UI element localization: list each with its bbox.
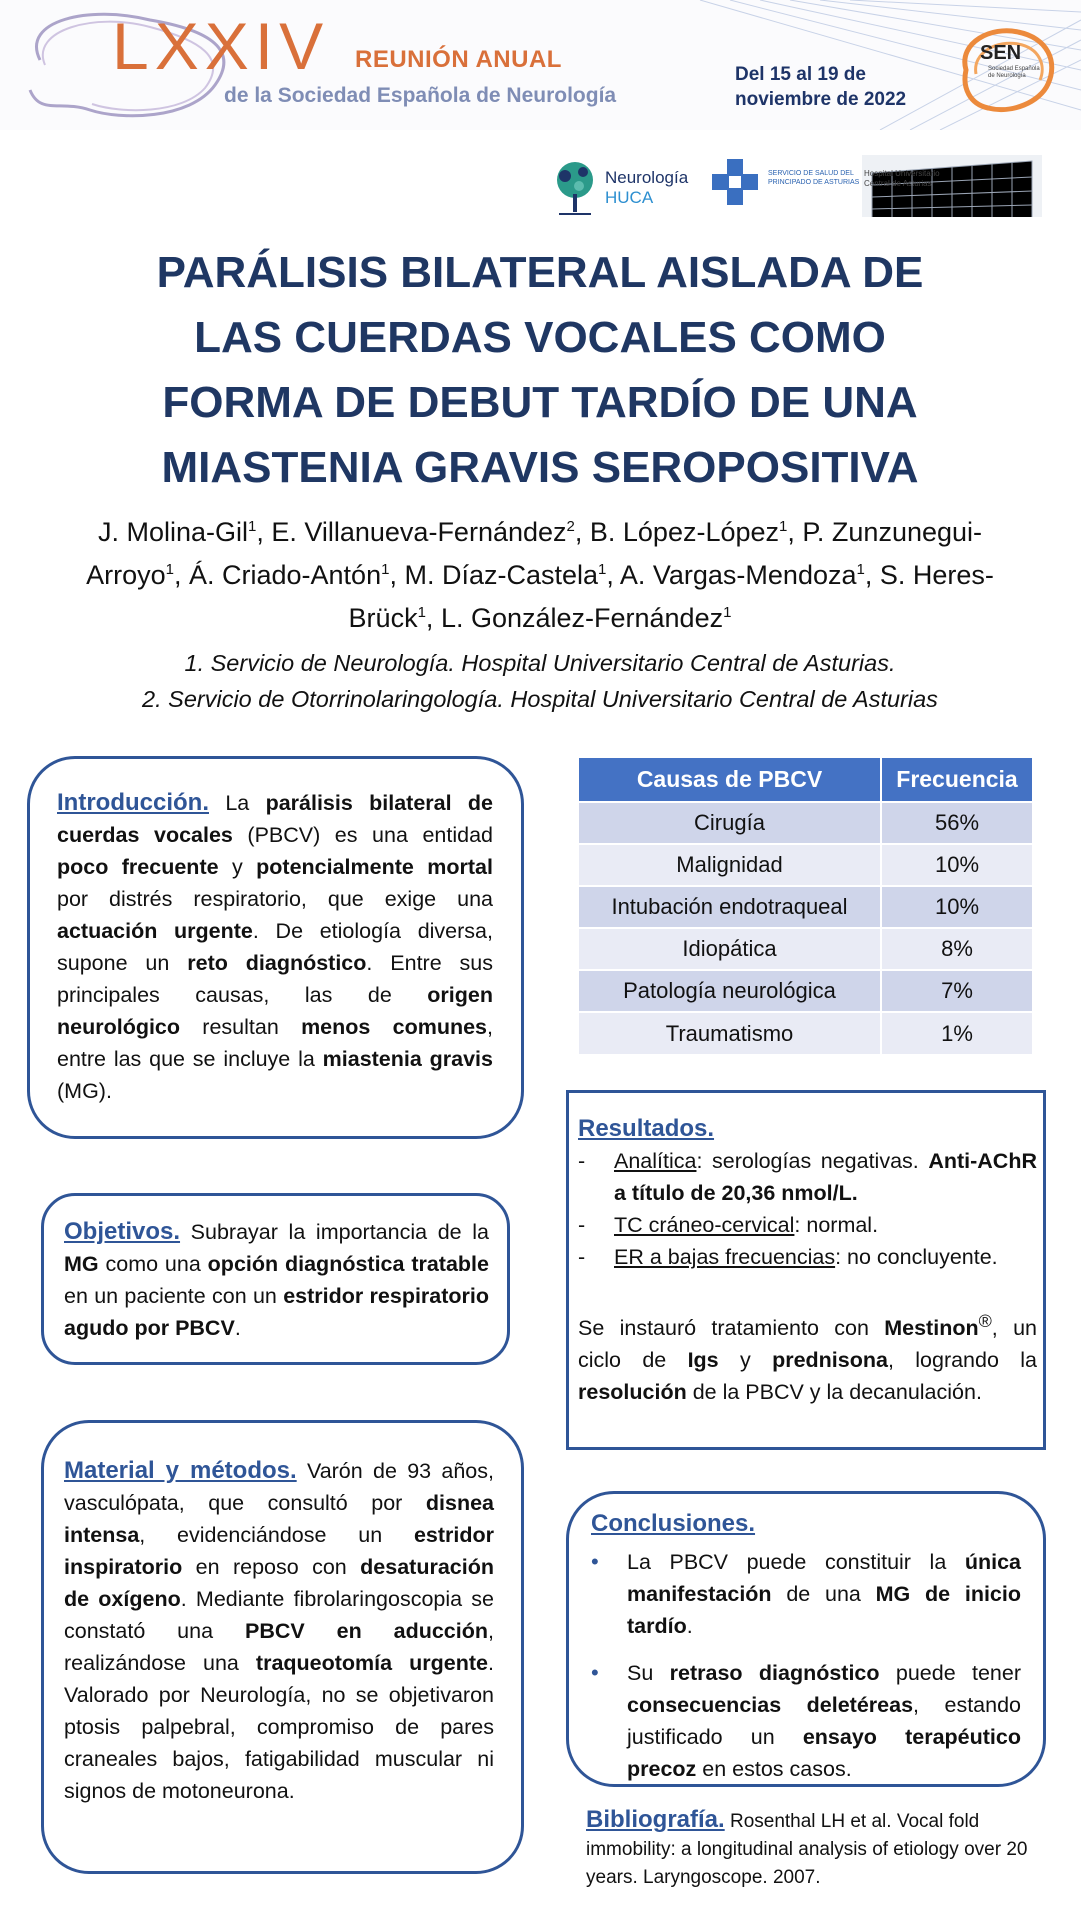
table-row: [579, 928, 1032, 970]
bibliografia-text: Rosenthal LH et al. Vocal fold immobility: a longitudinal analysis of etiology over 20 years. Laryngoscope. 2007.: [586, 1811, 1028, 1888]
conclusiones-list: [591, 1546, 1021, 1785]
society-name: de la Sociedad Española de Neurología: [224, 84, 617, 107]
frequency-cell: 10%: [881, 844, 1032, 886]
text-run: . Entre sus principales causas, las de: [57, 951, 494, 1007]
bold-run: Anti-AChR a título de 20,36 nmol/L.: [614, 1149, 1037, 1205]
text-run: en reposo con: [182, 1555, 361, 1579]
text-run: Varón de 93 años, vasculópata, que consultó por: [64, 1459, 494, 1515]
frequency-cell: 8%: [881, 928, 1032, 970]
text-run: , estando justificado un: [627, 1693, 1021, 1749]
bold-run: parálisis bilateral de cuerdas vocales: [57, 791, 493, 847]
text-run: como una: [98, 1252, 208, 1276]
cause-cell: Cirugía: [579, 802, 881, 844]
resultados-paragraph: [578, 1305, 1037, 1408]
bullet-marker: •: [591, 1549, 599, 1574]
text-run: , evidenciándose un: [139, 1523, 414, 1547]
author-list: J. Molina-Gil$^1$, E. Villanueva-Fernández$^2$, B. López-López$^1$, P. Zunzunegui-Arroyo$^1$, Á. Criado-Antón$^1$, M. Díaz-Castela$^1$, A. Vargas-Mendoza$^1$, S. Heres-Brück$^1$, L. González-Fernández$^1$: [86, 517, 994, 633]
table-row: [579, 802, 1032, 844]
frequency-cell: 7%: [881, 970, 1032, 1012]
material-metodos-text: [64, 1455, 494, 1807]
roman-numeral: LXXIV: [112, 9, 330, 83]
bold-run: potencialmente mortal: [256, 855, 493, 879]
bold-run: PBCV en aducción: [244, 1619, 489, 1643]
list-item: [578, 1145, 1037, 1209]
author-name: B. López-López: [589, 517, 780, 547]
author-name: J. Molina-Gil: [97, 517, 248, 547]
author-affiliation: 1: [381, 561, 390, 578]
text-run: y: [718, 1348, 773, 1373]
bold-run: única manifestación: [627, 1550, 1021, 1606]
event-name: REUNIÓN ANUAL: [355, 46, 562, 73]
cause-cell: Malignidad: [579, 844, 881, 886]
text-run: puede tener: [879, 1661, 1021, 1685]
text-run: : normal.: [794, 1213, 879, 1237]
health-cross-icon: [712, 159, 758, 205]
bold-run: consecuencias deletéreas: [627, 1693, 914, 1717]
resultados-box: [566, 1090, 1046, 1450]
text-run: .: [686, 1614, 693, 1638]
author-affiliation: 1: [856, 561, 865, 578]
text-run: La PBCV puede constituir la: [627, 1550, 965, 1574]
hospital-logo: [712, 155, 1042, 217]
author-name: E. Villanueva-Fernández: [271, 517, 567, 547]
column-header: Causas de PBCV: [579, 758, 881, 802]
bold-run: MG: [64, 1252, 99, 1276]
bold-run: ensayo terapéutico precoz: [627, 1725, 1021, 1781]
text-run: .: [234, 1316, 241, 1340]
poster-title: [90, 240, 990, 500]
table-row: [579, 1012, 1032, 1054]
huca-logo-line1: Neurología: [605, 168, 689, 187]
author-name: S. Heres-Brück: [348, 560, 994, 633]
bold-run: resolución: [578, 1380, 687, 1405]
text-run: en un paciente con un: [64, 1284, 284, 1308]
material-metodos-heading: Material y métodos.: [64, 1457, 297, 1484]
text-run: , logrando la: [887, 1348, 1037, 1373]
conclusiones-text: [591, 1508, 1021, 1785]
text-run: , un ciclo de: [578, 1316, 1037, 1373]
title-line: MIASTENIA GRAVIS SEROPOSITIVA: [161, 443, 919, 492]
dates-line1: Del 15 al 19 de: [735, 64, 866, 85]
author-name: M. Díaz-Castela: [404, 560, 599, 590]
bold-run: actuación urgente: [57, 919, 253, 943]
text-run: resultan: [180, 1015, 302, 1039]
material-metodos-box: [41, 1420, 524, 1874]
causes-table: [579, 758, 1032, 1054]
bold-run: menos comunes: [301, 1015, 488, 1039]
bold-run: opción diagnóstica tratable: [207, 1252, 489, 1276]
conclusiones-box: [566, 1491, 1046, 1787]
text-run: (MG).: [57, 1079, 112, 1103]
author-affiliation: 1: [598, 561, 607, 578]
dates-line2: noviembre de 2022: [735, 89, 907, 110]
title-line: PARÁLISIS BILATERAL AISLADA DE: [156, 248, 924, 297]
bibliografia-heading: Bibliografía.: [586, 1806, 725, 1833]
cause-cell: Intubación endotraqueal: [579, 886, 881, 928]
text-run: Su: [627, 1661, 670, 1685]
text-run: en estos casos.: [696, 1757, 852, 1781]
list-item: [591, 1546, 1021, 1642]
bold-run: traqueotomía urgente: [255, 1651, 489, 1675]
table-header-row: [579, 758, 1032, 802]
author-name: P. Zunzunegui-Arroyo: [86, 517, 983, 590]
introduccion-box: [27, 756, 524, 1139]
text-run: : serologías negativas.: [696, 1149, 929, 1173]
huca-logo-line2: HUCA: [605, 188, 654, 207]
neurologia-huca-logo: [545, 158, 689, 218]
bold-run: Igs: [687, 1348, 719, 1373]
registered-mark: ®: [978, 1311, 992, 1331]
text-run: : no concluyente.: [835, 1245, 998, 1269]
introduccion-text: [57, 787, 493, 1107]
tree-icon: [545, 158, 605, 218]
text-run: La: [209, 791, 266, 815]
objetivos-box: [41, 1193, 510, 1365]
text-run: de la PBCV y la decanulación.: [686, 1380, 982, 1405]
text-run: y: [218, 855, 257, 879]
bold-run: MG de inicio tardío: [627, 1582, 1021, 1638]
author-name: Á. Criado-Antón: [188, 560, 382, 590]
bold-run: disnea intensa: [64, 1491, 494, 1547]
affiliation-item: 1. Servicio de Neurología. Hospital Universitario Central de Asturias.: [184, 650, 896, 676]
frequency-cell: 1%: [881, 1012, 1032, 1054]
bullet-marker: •: [591, 1660, 599, 1685]
text-run: Se instauró tratamiento con: [578, 1316, 885, 1341]
frequency-cell: 10%: [881, 886, 1032, 928]
text-run: , entre las que se incluye la: [57, 1015, 493, 1071]
bold-run: origen neurológico: [57, 983, 493, 1039]
table-row: [579, 886, 1032, 928]
table-row: [579, 844, 1032, 886]
author-affiliation: 1: [247, 518, 257, 535]
health-service-name: SERVICIO DE SALUD DEL PRINCIPADO DE ASTURIAS: [768, 170, 860, 186]
table-row: [579, 970, 1032, 1012]
affiliation-item: 2. Servicio de Otorrinolaringología. Hospital Universitario Central de Asturias: [142, 686, 938, 712]
title-line: LAS CUERDAS VOCALES COMO: [194, 313, 886, 362]
text-run: , realizándose una: [64, 1619, 494, 1675]
title-line: FORMA DE DEBUT TARDÍO DE UNA: [162, 378, 918, 427]
dash-marker: -: [578, 1245, 586, 1269]
column-header: Frecuencia: [881, 758, 1032, 802]
cause-cell: Patología neurológica: [579, 970, 881, 1012]
dash-marker: -: [578, 1213, 586, 1237]
frequency-cell: 56%: [881, 802, 1032, 844]
author-affiliation: 1: [417, 604, 426, 621]
bold-run: retraso diagnóstico: [669, 1661, 880, 1685]
introduccion-heading: Introducción.: [57, 789, 209, 816]
list-item: [591, 1657, 1021, 1785]
sen-logo-text: SEN: [980, 42, 1022, 64]
resultados-text: [578, 1113, 1037, 1408]
bibliografia: [586, 1806, 1048, 1892]
objetivos-heading: Objetivos.: [64, 1218, 181, 1245]
objetivos-text: [64, 1216, 489, 1344]
sen-logo-subtitle: Sociedad Española de Neurología: [988, 66, 1040, 79]
author-affiliation: 1: [165, 561, 174, 578]
underlined-run: TC cráneo-cervical: [614, 1213, 795, 1237]
list-item: [578, 1241, 1037, 1273]
text-run: . Mediante fibrolaringoscopia se constató una: [64, 1587, 495, 1643]
underlined-run: Analítica: [614, 1149, 697, 1173]
bold-run: estridor inspiratorio: [64, 1523, 494, 1579]
resultados-list: [578, 1145, 1037, 1273]
affiliations: [60, 645, 1020, 717]
author-affiliation: 1: [723, 604, 732, 621]
bold-run: reto diagnóstico: [187, 951, 367, 975]
text-run: . De etiología diversa, supone un: [57, 919, 493, 975]
conclusiones-heading: Conclusiones.: [591, 1510, 756, 1537]
bold-run: miastenia gravis: [322, 1047, 493, 1071]
bold-run: estridor respiratorio agudo por PBCV: [64, 1284, 490, 1340]
bold-run: prednisona: [772, 1348, 888, 1373]
text-run: por distrés respiratorio, que exige una: [57, 887, 493, 911]
bold-run: Mestinon: [884, 1316, 979, 1341]
event-dates: [735, 62, 935, 112]
resultados-heading: Resultados.: [578, 1115, 715, 1142]
text-run: Subrayar la importancia de la: [180, 1220, 489, 1244]
author-name: L. González-Fernández: [440, 603, 724, 633]
hospital-name: Hospital Universitario Central de Asturias: [864, 169, 940, 188]
conference-banner: [0, 0, 1081, 130]
bold-run: desaturación de oxígeno: [64, 1555, 494, 1611]
cause-cell: Idiopática: [579, 928, 881, 970]
dash-marker: -: [578, 1149, 586, 1173]
author-name: A. Vargas-Mendoza: [619, 560, 857, 590]
text-run: (PBCV) es una entidad: [232, 823, 493, 847]
text-run: . Valorado por Neurología, no se objetivaron ptosis palpebral, compromiso de pares craneales bajos, fatigabilidad muscular ni signos de motoneurona.: [64, 1651, 494, 1803]
cause-cell: Traumatismo: [579, 1012, 881, 1054]
list-item: [578, 1209, 1037, 1241]
author-affiliation: 1: [779, 518, 788, 535]
author-affiliation: 2: [566, 518, 575, 535]
underlined-run: ER a bajas frecuencias: [614, 1245, 836, 1269]
text-run: de una: [771, 1582, 876, 1606]
bold-run: poco frecuente: [57, 855, 219, 879]
